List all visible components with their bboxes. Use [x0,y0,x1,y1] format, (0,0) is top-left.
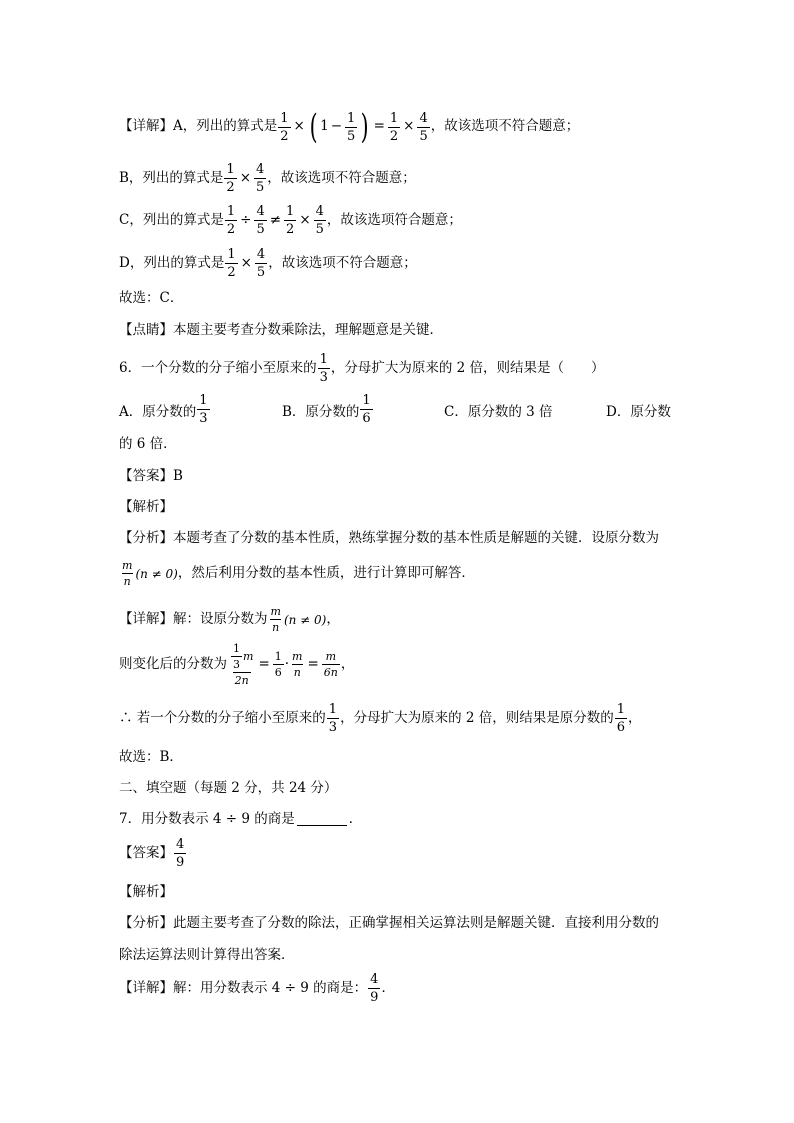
option-c: C．原分数的 3 倍 [444,404,553,420]
question-6: 6．一个分数的分子缩小至原来的 $\frac{1}{3}$ ，分母扩大为原来的 2 倍，则结果是（ ） [119,352,605,385]
text: 【详解】A，列出的算式是 [119,118,278,135]
answer-7: 【答案】 $\frac{4}{9}$ [119,837,185,870]
fraction: $\frac{1}{2}$ [389,110,399,144]
option-d-continued: 的 6 倍． [119,436,177,452]
answer-choice-line: 故选：C． [119,290,184,306]
fraction: $\frac{4}{5}$ [419,110,428,144]
equals-sign: = [373,118,385,135]
times-sign: × [293,118,305,135]
question-7: 7．用分数表示 4 ÷ 9 的商是 ． [119,811,363,827]
comment-line: 【点睛】本题主要考查分数乘除法，理解题意是关键． [119,322,443,338]
parenthesized-expression: ( 1 − $\frac{1}{5}$ ) [309,107,369,147]
analysis-7-line-1: 【分析】此题主要考查了分数的除法，正确掌握相关运算法则是解题关键．直接利用分数的 [119,915,659,931]
option-b: B．原分数的 $\frac{1}{6}$ [282,393,371,426]
option-d: D．原分数 [606,404,671,420]
analysis-7-line-2: 除法运算法则计算得出答案． [119,947,295,963]
analysis-7-heading: 【解析】 [119,884,173,900]
solution-line-d: D，列出的算式是 $\frac{1}{2}$ × $\frac{4}{5}$ ，故该选项不符合题意； [119,247,417,280]
answer-blank [297,813,347,826]
analysis-6-heading: 【解析】 [119,499,173,515]
section-2-heading: 二、填空题（每题 2 分，共 24 分） [119,780,338,796]
solution-line-b: B，列出的算式是 $\frac{1}{2}$ × $\frac{4}{5}$ ，故该选项不符合题意； [119,162,416,195]
detail-6-line-4: 故选：B． [119,749,183,765]
detail-7: 【详解】解：用分数表示 4 ÷ 9 的商是： $\frac{4}{9}$ ． [119,972,395,1005]
detail-6-line-1: 【详解】解：设原分数为 $\frac{m}{n}$ (n ≠ 0) ， [119,605,340,634]
text: ，故该选项不符合题意； [430,118,580,135]
analysis-6-line-2: $\frac{m}{n}$ (n ≠ 0) ，然后利用分数的基本性质，进行计算即可解答． [122,559,475,588]
compound-fraction: $\frac{1}{3}$ m 2n [233,642,254,687]
solution-line-a: 【详解】A，列出的算式是 $\frac{1}{2}$ × ( 1 − $\frac{1}{5}$ ) = $\frac{1}{2}$ × $\frac{4}{5}$ ，故该选项不符合题意； [119,107,580,147]
analysis-6-line-1: 【分析】本题考查了分数的基本性质，熟练掌握分数的基本性质是解题的关键．设原分数为 [119,530,659,546]
fraction: $\frac{1}{2}$ [280,110,289,144]
detail-6-line-2: 则变化后的分数为 $\frac{1}{3}$ m 2n = $\frac{1}{6}$ · $\frac{m}{n}$ = $\frac{m}{6n}$ ， [119,642,355,687]
answer-6: 【答案】B [119,468,183,484]
detail-6-line-3: ∴ 若一个分数的分子缩小至原来的 $\frac{1}{3}$ ，分母扩大为原来的 2 倍，则结果是原分数的 $\frac{1}{6}$ ， [119,702,642,735]
option-a: A．原分数的 $\frac{1}{3}$ [119,393,208,426]
solution-line-c: C，列出的算式是 $\frac{1}{2}$ ÷ $\frac{4}{5}$ ≠ $\frac{1}{2}$ × $\frac{4}{5}$ ，故该选项符合题意； [119,204,462,237]
